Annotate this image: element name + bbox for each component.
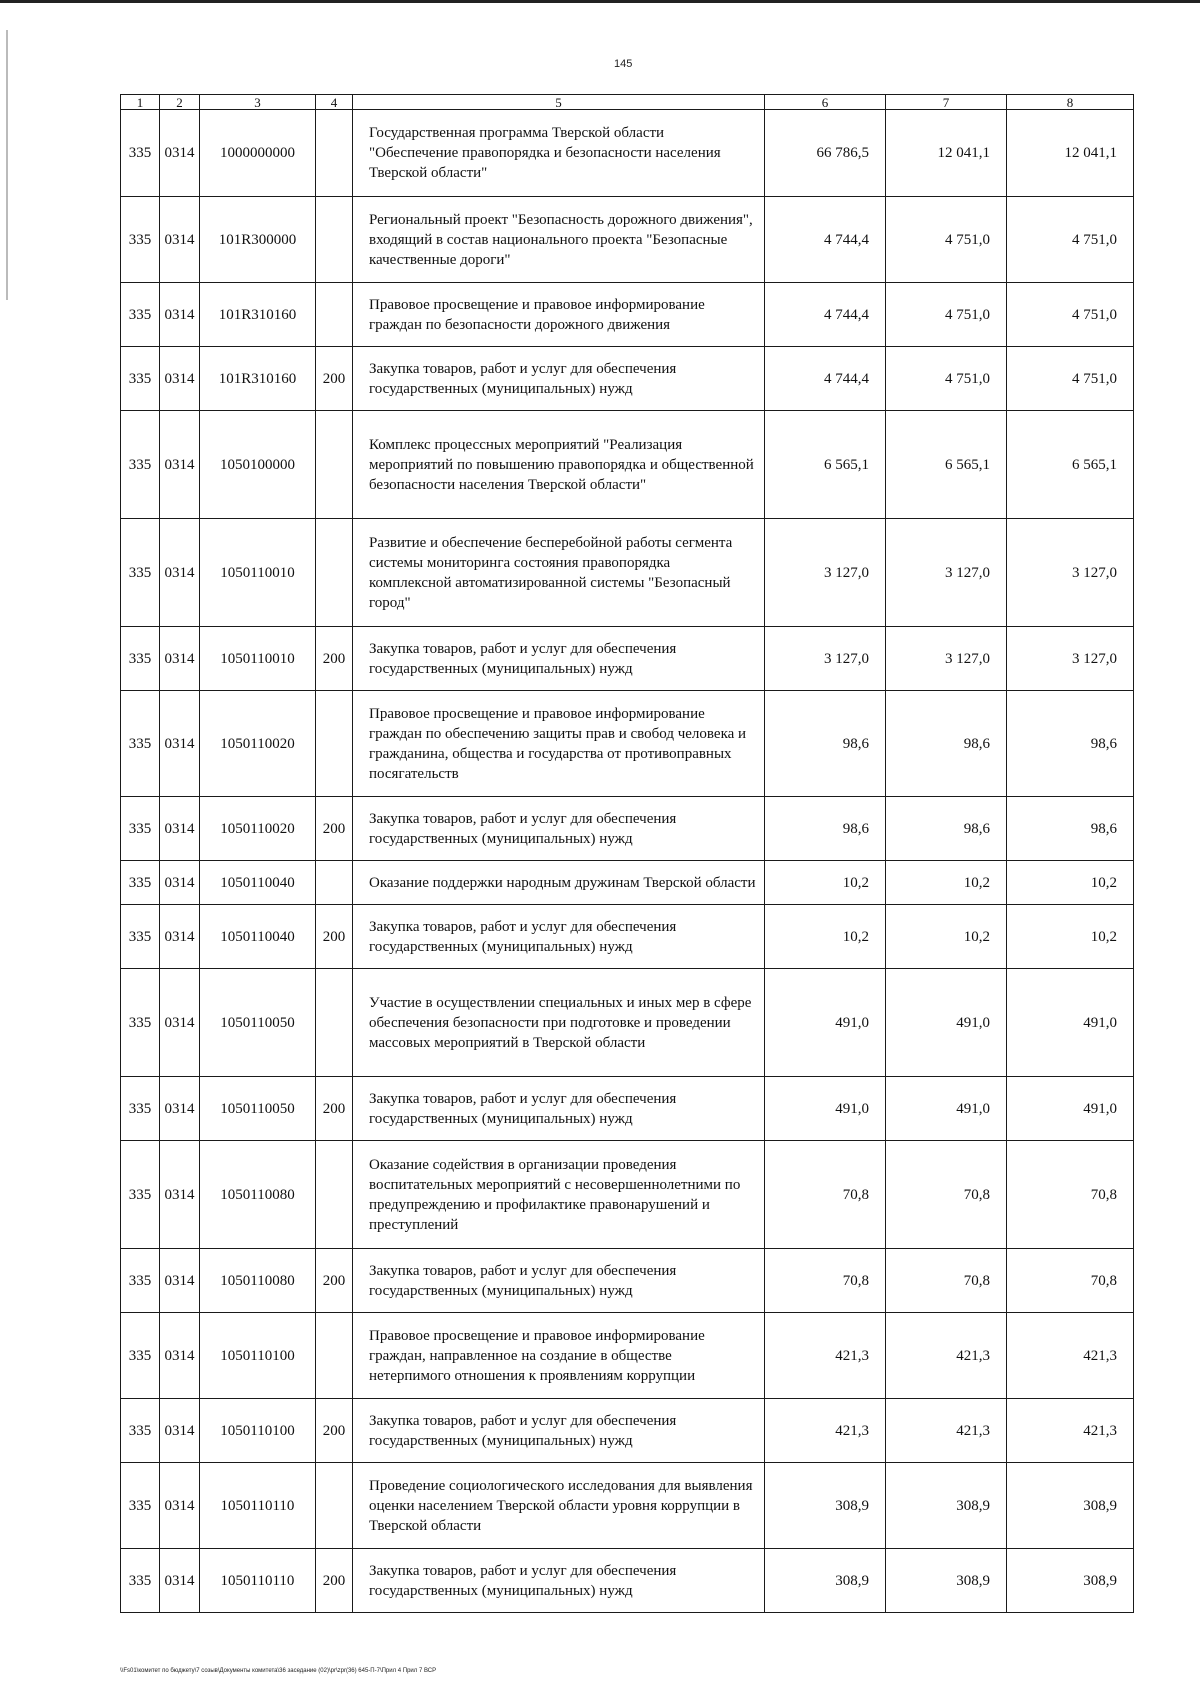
cell-amount-col7: 421,3 (886, 1399, 1007, 1463)
cell-code-section: 0314 (160, 797, 200, 861)
file-path-footer: \\Fs01\комитет по бюджету\7 созыв\Документы комитета\36 заседание (02)\pr\zpr(36) 645-П-7\Прил 4 Прил 7 ВСР (120, 1668, 437, 1674)
cell-amount-col6: 66 786,5 (765, 110, 886, 197)
cell-code-expense-type (316, 1313, 353, 1399)
table-row (121, 797, 1134, 861)
cell-code-target: 1050110040 (200, 905, 316, 969)
cell-amount-col7: 491,0 (886, 1077, 1007, 1141)
cell-description: Проведение социологического исследования для выявления оценки населением Тверской области уровня коррупции в Тверской области (353, 1463, 765, 1549)
cell-code-ministry: 335 (121, 411, 160, 519)
cell-description: Закупка товаров, работ и услуг для обеспечения государственных (муниципальных) нужд (353, 347, 765, 411)
table-row (121, 110, 1134, 197)
table-row (121, 1549, 1134, 1613)
table-row (121, 905, 1134, 969)
cell-amount-col7: 12 041,1 (886, 110, 1007, 197)
cell-amount-col8: 10,2 (1007, 861, 1134, 905)
cell-code-target: 1050110020 (200, 691, 316, 797)
cell-amount-col7: 10,2 (886, 861, 1007, 905)
table-row (121, 1313, 1134, 1399)
cell-code-expense-type (316, 411, 353, 519)
cell-code-expense-type: 200 (316, 347, 353, 411)
cell-amount-col6: 70,8 (765, 1249, 886, 1313)
cell-code-section: 0314 (160, 691, 200, 797)
cell-code-target: 1050110050 (200, 1077, 316, 1141)
cell-amount-col8: 3 127,0 (1007, 627, 1134, 691)
cell-code-expense-type: 200 (316, 905, 353, 969)
cell-description: Развитие и обеспечение бесперебойной работы сегмента системы мониторинга состояния правопорядка комплексной автоматизированной системы "Безопасный город" (353, 519, 765, 627)
cell-amount-col6: 308,9 (765, 1463, 886, 1549)
cell-amount-col6: 10,2 (765, 861, 886, 905)
table-row (121, 197, 1134, 283)
cell-code-target: 1050110100 (200, 1313, 316, 1399)
column-header: 8 (1007, 95, 1134, 110)
cell-code-expense-type (316, 110, 353, 197)
cell-code-ministry: 335 (121, 1249, 160, 1313)
cell-amount-col8: 98,6 (1007, 691, 1134, 797)
cell-code-target: 1050110050 (200, 969, 316, 1077)
table-row (121, 1463, 1134, 1549)
cell-amount-col8: 12 041,1 (1007, 110, 1134, 197)
cell-code-section: 0314 (160, 861, 200, 905)
cell-code-section: 0314 (160, 627, 200, 691)
cell-code-expense-type (316, 1141, 353, 1249)
cell-amount-col6: 10,2 (765, 905, 886, 969)
cell-amount-col7: 98,6 (886, 691, 1007, 797)
cell-code-expense-type: 200 (316, 627, 353, 691)
budget-table (120, 94, 1134, 1613)
cell-amount-col6: 70,8 (765, 1141, 886, 1249)
cell-description: Закупка товаров, работ и услуг для обеспечения государственных (муниципальных) нужд (353, 1549, 765, 1613)
table-row (121, 1399, 1134, 1463)
cell-code-target: 101R310160 (200, 347, 316, 411)
cell-code-ministry: 335 (121, 197, 160, 283)
cell-description: Закупка товаров, работ и услуг для обеспечения государственных (муниципальных) нужд (353, 797, 765, 861)
cell-code-ministry: 335 (121, 905, 160, 969)
cell-amount-col6: 98,6 (765, 691, 886, 797)
cell-amount-col6: 308,9 (765, 1549, 886, 1613)
cell-amount-col6: 4 744,4 (765, 197, 886, 283)
cell-amount-col8: 421,3 (1007, 1399, 1134, 1463)
cell-code-ministry: 335 (121, 1313, 160, 1399)
cell-description: Комплекс процессных мероприятий "Реализация мероприятий по повышению правопорядка и общественной безопасности населения Тверской области" (353, 411, 765, 519)
cell-code-section: 0314 (160, 1549, 200, 1613)
cell-amount-col7: 3 127,0 (886, 627, 1007, 691)
column-header: 1 (121, 95, 160, 110)
table-row (121, 1077, 1134, 1141)
cell-amount-col6: 4 744,4 (765, 347, 886, 411)
cell-code-section: 0314 (160, 411, 200, 519)
cell-description: Государственная программа Тверской области "Обеспечение правопорядка и безопасности населения Тверской области" (353, 110, 765, 197)
cell-code-ministry: 335 (121, 110, 160, 197)
cell-code-ministry: 335 (121, 969, 160, 1077)
cell-code-expense-type (316, 969, 353, 1077)
table-row (121, 627, 1134, 691)
cell-code-section: 0314 (160, 1249, 200, 1313)
cell-code-expense-type: 200 (316, 1549, 353, 1613)
table-row (121, 411, 1134, 519)
cell-description: Закупка товаров, работ и услуг для обеспечения государственных (муниципальных) нужд (353, 1077, 765, 1141)
cell-code-target: 1050110010 (200, 627, 316, 691)
cell-amount-col8: 3 127,0 (1007, 519, 1134, 627)
table-row (121, 519, 1134, 627)
cell-code-target: 1050110100 (200, 1399, 316, 1463)
cell-description: Правовое просвещение и правовое информирование граждан по безопасности дорожного движения (353, 283, 765, 347)
cell-code-expense-type: 200 (316, 1077, 353, 1141)
cell-amount-col7: 421,3 (886, 1313, 1007, 1399)
cell-amount-col7: 70,8 (886, 1141, 1007, 1249)
cell-code-expense-type (316, 197, 353, 283)
cell-amount-col8: 6 565,1 (1007, 411, 1134, 519)
table-row (121, 691, 1134, 797)
cell-amount-col8: 4 751,0 (1007, 283, 1134, 347)
cell-code-section: 0314 (160, 110, 200, 197)
cell-code-section: 0314 (160, 969, 200, 1077)
cell-description: Участие в осуществлении специальных и иных мер в сфере обеспечения безопасности при подготовке и проведении массовых мероприятий в Тверской области (353, 969, 765, 1077)
cell-code-target: 1050110080 (200, 1249, 316, 1313)
cell-amount-col6: 3 127,0 (765, 627, 886, 691)
cell-code-target: 1000000000 (200, 110, 316, 197)
table-row (121, 969, 1134, 1077)
cell-amount-col6: 4 744,4 (765, 283, 886, 347)
cell-code-expense-type: 200 (316, 1399, 353, 1463)
cell-code-section: 0314 (160, 1141, 200, 1249)
cell-description: Правовое просвещение и правовое информирование граждан по обеспечению защиты прав и свобод человека и гражданина, общества и государства от противоправных посягательств (353, 691, 765, 797)
cell-amount-col8: 308,9 (1007, 1463, 1134, 1549)
cell-code-ministry: 335 (121, 691, 160, 797)
column-header: 4 (316, 95, 353, 110)
cell-amount-col8: 491,0 (1007, 1077, 1134, 1141)
table-row (121, 347, 1134, 411)
cell-code-ministry: 335 (121, 347, 160, 411)
cell-code-target: 1050110020 (200, 797, 316, 861)
cell-description: Региональный проект "Безопасность дорожного движения", входящий в состав национального проекта "Безопасные качественные дороги" (353, 197, 765, 283)
column-header: 7 (886, 95, 1007, 110)
cell-amount-col7: 4 751,0 (886, 283, 1007, 347)
cell-code-section: 0314 (160, 905, 200, 969)
cell-amount-col7: 4 751,0 (886, 347, 1007, 411)
cell-amount-col7: 4 751,0 (886, 197, 1007, 283)
cell-code-ministry: 335 (121, 283, 160, 347)
cell-code-ministry: 335 (121, 861, 160, 905)
cell-description: Закупка товаров, работ и услуг для обеспечения государственных (муниципальных) нужд (353, 905, 765, 969)
cell-amount-col8: 491,0 (1007, 969, 1134, 1077)
cell-description: Оказание содействия в организации проведения воспитательных мероприятий с несовершеннолетними по предупреждению и профилактике правонарушений и преступлений (353, 1141, 765, 1249)
cell-code-expense-type (316, 861, 353, 905)
cell-code-target: 1050110110 (200, 1463, 316, 1549)
cell-amount-col6: 491,0 (765, 969, 886, 1077)
cell-code-ministry: 335 (121, 797, 160, 861)
cell-code-expense-type (316, 283, 353, 347)
column-header: 5 (353, 95, 765, 110)
cell-code-expense-type (316, 519, 353, 627)
cell-code-section: 0314 (160, 1399, 200, 1463)
cell-code-target: 1050110110 (200, 1549, 316, 1613)
table-row (121, 861, 1134, 905)
table-row (121, 1141, 1134, 1249)
cell-code-expense-type: 200 (316, 797, 353, 861)
page-top-border (0, 0, 1200, 3)
cell-amount-col6: 421,3 (765, 1313, 886, 1399)
cell-code-ministry: 335 (121, 1077, 160, 1141)
cell-description: Правовое просвещение и правовое информирование граждан, направленное на создание в обществе нетерпимого отношения к проявлениям коррупции (353, 1313, 765, 1399)
cell-code-ministry: 335 (121, 1141, 160, 1249)
scan-margin-mark (6, 30, 8, 300)
table-row (121, 283, 1134, 347)
cell-code-target: 1050110010 (200, 519, 316, 627)
cell-code-section: 0314 (160, 283, 200, 347)
cell-code-ministry: 335 (121, 519, 160, 627)
cell-description: Закупка товаров, работ и услуг для обеспечения государственных (муниципальных) нужд (353, 1249, 765, 1313)
cell-amount-col8: 4 751,0 (1007, 347, 1134, 411)
cell-amount-col8: 98,6 (1007, 797, 1134, 861)
table-row (121, 1249, 1134, 1313)
cell-amount-col8: 70,8 (1007, 1141, 1134, 1249)
cell-code-expense-type (316, 691, 353, 797)
cell-code-expense-type: 200 (316, 1249, 353, 1313)
cell-amount-col7: 308,9 (886, 1549, 1007, 1613)
cell-code-target: 1050110080 (200, 1141, 316, 1249)
cell-amount-col7: 98,6 (886, 797, 1007, 861)
cell-code-target: 1050110040 (200, 861, 316, 905)
cell-code-target: 101R310160 (200, 283, 316, 347)
cell-description: Закупка товаров, работ и услуг для обеспечения государственных (муниципальных) нужд (353, 627, 765, 691)
cell-amount-col6: 491,0 (765, 1077, 886, 1141)
cell-amount-col7: 6 565,1 (886, 411, 1007, 519)
column-number-row (121, 95, 1134, 110)
cell-code-section: 0314 (160, 1463, 200, 1549)
cell-description: Закупка товаров, работ и услуг для обеспечения государственных (муниципальных) нужд (353, 1399, 765, 1463)
cell-amount-col8: 10,2 (1007, 905, 1134, 969)
cell-code-section: 0314 (160, 1077, 200, 1141)
cell-code-expense-type (316, 1463, 353, 1549)
cell-amount-col7: 10,2 (886, 905, 1007, 969)
cell-code-ministry: 335 (121, 1463, 160, 1549)
cell-amount-col7: 308,9 (886, 1463, 1007, 1549)
cell-code-target: 101R300000 (200, 197, 316, 283)
cell-amount-col6: 3 127,0 (765, 519, 886, 627)
column-header: 2 (160, 95, 200, 110)
cell-code-ministry: 335 (121, 1549, 160, 1613)
cell-code-section: 0314 (160, 347, 200, 411)
cell-description: Оказание поддержки народным дружинам Тверской области (353, 861, 765, 905)
cell-code-section: 0314 (160, 1313, 200, 1399)
cell-amount-col8: 421,3 (1007, 1313, 1134, 1399)
cell-amount-col8: 70,8 (1007, 1249, 1134, 1313)
cell-amount-col8: 308,9 (1007, 1549, 1134, 1613)
page-number: 145 (614, 58, 633, 70)
cell-amount-col6: 6 565,1 (765, 411, 886, 519)
cell-amount-col6: 421,3 (765, 1399, 886, 1463)
cell-amount-col7: 491,0 (886, 969, 1007, 1077)
cell-amount-col7: 70,8 (886, 1249, 1007, 1313)
cell-code-target: 1050100000 (200, 411, 316, 519)
cell-code-ministry: 335 (121, 1399, 160, 1463)
column-header: 3 (200, 95, 316, 110)
column-header: 6 (765, 95, 886, 110)
cell-amount-col6: 98,6 (765, 797, 886, 861)
cell-code-section: 0314 (160, 197, 200, 283)
cell-code-section: 0314 (160, 519, 200, 627)
cell-code-ministry: 335 (121, 627, 160, 691)
cell-amount-col8: 4 751,0 (1007, 197, 1134, 283)
cell-amount-col7: 3 127,0 (886, 519, 1007, 627)
